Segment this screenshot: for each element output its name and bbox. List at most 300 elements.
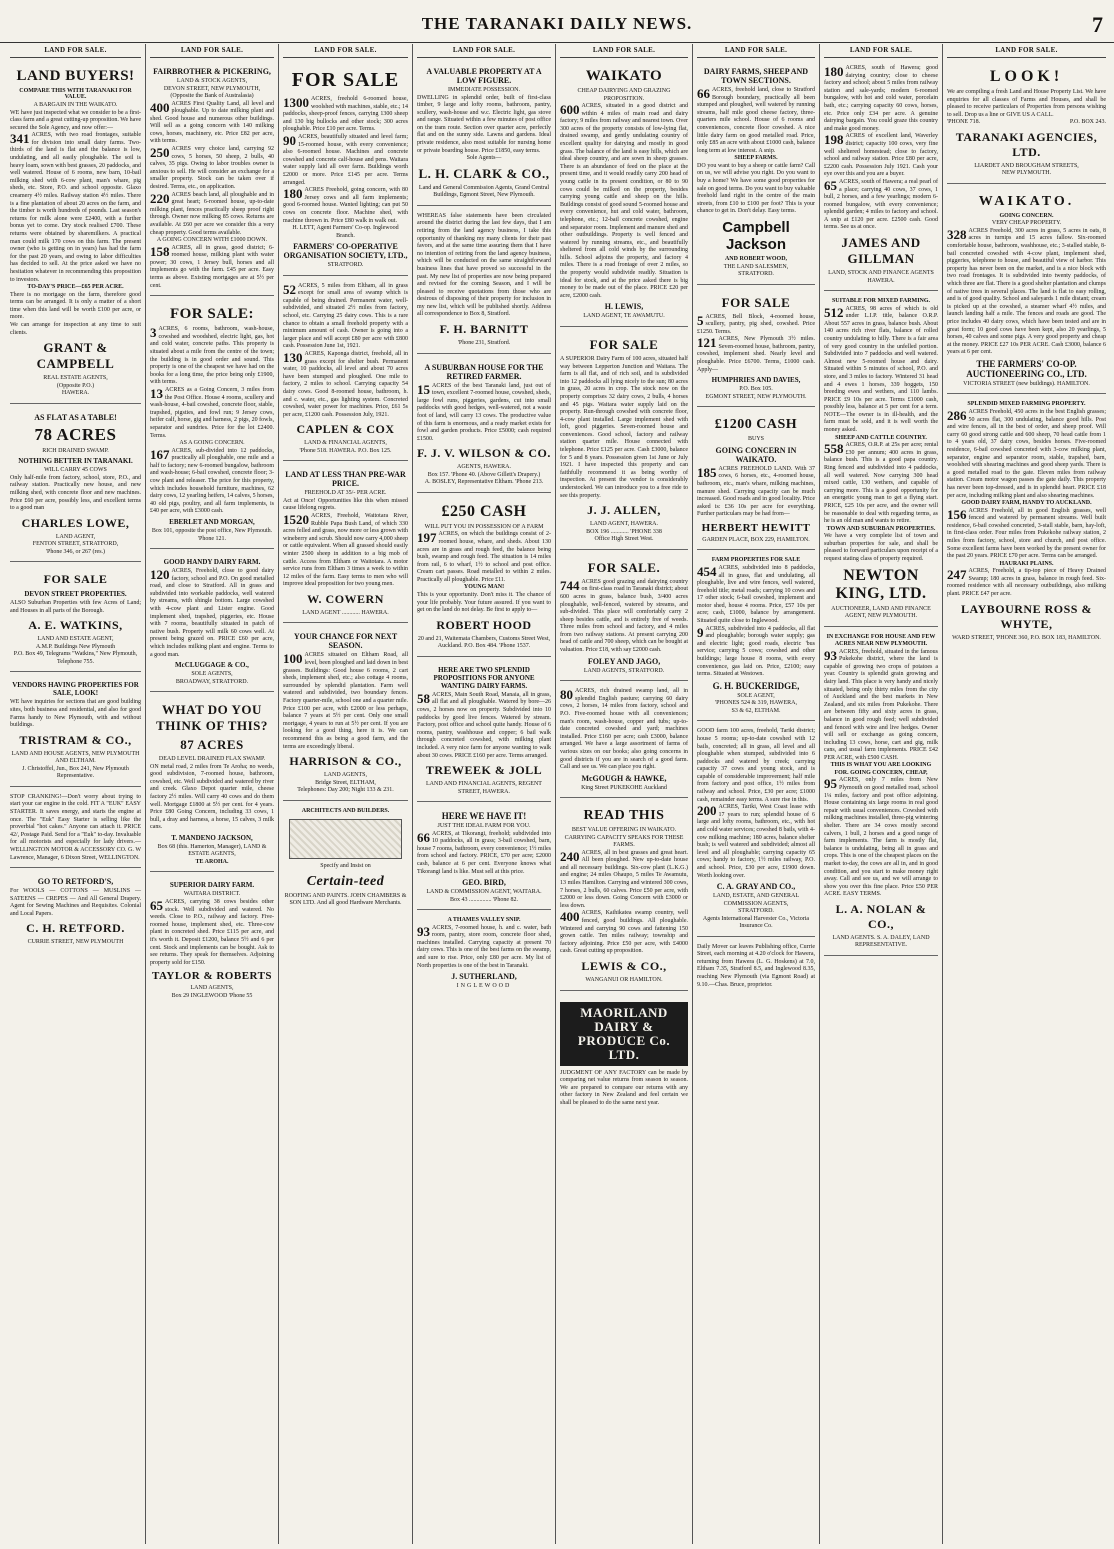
agent-detail: REAL ESTATE AGENTS, bbox=[43, 375, 108, 382]
ad-headline: READ THIS bbox=[583, 808, 665, 824]
ad-what-do-you-think bbox=[150, 696, 274, 872]
agent-detail: EGMONT STREET, NEW PLYMOUTH. bbox=[705, 393, 807, 400]
acre-number: 250 bbox=[150, 145, 170, 161]
ad-body: 1300 ACRES, freehold 6-roomed house, woolshed with machines, stable, etc.; 14 paddocks, sheep-proof fences, carrying 1300 sheep and 130 big bullocks and other stock; 300 acres ploughable. Price £10 per acre. Terms. bbox=[283, 95, 408, 133]
agent-detail: Box 157. 'Phone 40. (Above Gillett's Drapery.) bbox=[427, 471, 541, 478]
agent-detail: 'Phone 346, or 267 (res.) bbox=[45, 548, 106, 555]
ad-body: 1520 ACRES, Freehold, Waitotara River, Rubble Papa Bush Land, of which 330 acres felled and grass, now more or less grown with wineberry and scrub. Should now carry 4,000 sheep or cattle equivalent. When all grassed should easily winter 2500 sheep in addition to a big mob of cattle. Access from Eltham or Waitotara. A motor service runs from Eltham 3 times a week to within 12 miles of the farm. Easy terms to men who will improve ideal proposition for two young men. bbox=[283, 511, 408, 588]
ad-headline: A VALUABLE PROPERTY AT A LOW FIGURE. bbox=[426, 67, 542, 85]
agent-detail: BOX 196 ............ 'PHONE 338 bbox=[586, 528, 662, 535]
ad-body: Daily Mover car leaves Publishing office, Currie Street, each morning at 4.20 o'clock for Hawera, returning from Hawera (L. G. Hoskens) at 7.0, Eltham 7.35, Stratford 8.5, and Inglewood 8.35, reaching New Plymouth (via Egmont Road) at 9.10.—Chas. Bruce, proprietor. bbox=[697, 943, 815, 988]
acre-number: 200 bbox=[697, 803, 717, 819]
agent-name: GRANT & CAMPBELL bbox=[36, 340, 115, 372]
acre-number: 400 bbox=[150, 99, 170, 115]
agent-detail: LAND AGENT, HAWERA. bbox=[589, 521, 659, 528]
house-illustration-icon bbox=[289, 819, 402, 859]
acre-number: 512 bbox=[824, 304, 844, 320]
ad-body: We have a very complete list of town and suburban properties for sale, and shall be pleased to forward particulars upon receipt of a request stating class of property required. bbox=[824, 533, 938, 562]
ad-body: DO you want to buy a sheep or cattle farm? Call on us, we will advise you right. Do you want to buy a home? We have some good properties for sale on good terms. Do you want to buy valuable freehold land right in the centre of the main streets, from £10 to £100 per foot? This is your chance to get in. Don't delay. Easy terms. bbox=[697, 162, 815, 215]
ad-subhead: HAURAKI PLAINS. bbox=[999, 560, 1054, 567]
agent-detail: STRATFORD. bbox=[738, 271, 774, 277]
ad-headline: ARCHITECTS AND BUILDERS. bbox=[301, 807, 390, 814]
agent-detail: Box 43 ............... 'Phone 82. bbox=[449, 896, 519, 903]
agent-name: F. J. V. WILSON & CO. bbox=[417, 446, 551, 461]
ad-headline: £1200 CASH bbox=[714, 417, 798, 433]
agent-detail: LAND AGENTS, STRATFORD. bbox=[583, 667, 665, 674]
ad-valuable-property bbox=[417, 62, 551, 206]
ad-body: 100 ACRES situated on Eltham Road, all level, been ploughed and laid down in best grasses. Buildings: Good house 6 rooms, 2 cart sheds, implement shed, etc.; also cottage 4 rooms, surrounded by splendid plantation. Farm well watered and subdivided, two boundary fences. Factory quarter-mile, school one and a quarter mile. Price £100 per acre, with £2000 or less perhaps, balance 7 years at 5½ per cent. Only one small mortgage, 4 years to run at 5½ per cent. If you are looking for a good thing, here it is. We can recommend this as being a good farm, and the terms are exceedingly liberal. bbox=[283, 651, 408, 750]
agent-detail: H. LETT, Agent Farmers' Co-op. Inglewood Branch. bbox=[292, 225, 399, 239]
ad-headline: WHAT DO YOU THINK OF THIS? bbox=[156, 702, 268, 734]
column-7 bbox=[820, 44, 943, 1544]
ad-body: 180 ACRES Freehold, going concern, with 80 Jersey cows and all farm implements; good 6-roomed house. Wanted lighting; can put 50 cows on concrete floor. Machine shed, with machine thrown in. Price £80 walk in walk out. bbox=[283, 186, 408, 224]
column-1 bbox=[6, 44, 146, 1544]
ad-body: 65 ACRES, south of Hawera; a real pearl of a place; carrying 40 cows, 37 cows, 1 bull, 2 horses, and a few yearlings; modern 6-roomed bungalow, with every convenience; splendid garden; 4 miles to factory and school. A snip at £120 per acre. £2500 cash. Good terms. See us at once. bbox=[824, 177, 938, 231]
acre-number: 1300 bbox=[283, 95, 309, 110]
ad-headline: FOR SALE. bbox=[587, 559, 661, 575]
agent-detail: P.O. Box 105. bbox=[739, 386, 773, 393]
agent-name: W. COWERN bbox=[307, 591, 384, 606]
ad-subhead: TOWN AND SUBURBAN PROPERTIES. bbox=[826, 525, 936, 532]
agent-detail: LAND AGENT, TE AWAMUTU. bbox=[583, 313, 665, 320]
maoriland-banner: MAORILAND DAIRY & PRODUCE Co. LTD. bbox=[560, 1002, 688, 1066]
agent-detail: FENTON STREET, STRATFORD, bbox=[32, 541, 119, 548]
ad-subhead: GOING CONCERN IN WAIKATO. bbox=[715, 445, 797, 464]
ad-for-sale-lett bbox=[283, 62, 408, 276]
ad-body: 130 ACRES, Kaponga district, freehold, all in grass except for shelter bush. Permanent water, 10 paddocks, all level and about 70 acres have been stumped and ploughed. One mile to factory, 2 miles to school. Carrying capacity 54 dairy cows. Good 8-roomed house, bathroom, h. and c. water, etc., gas lighting system. Concreted cowshed, water power for machines. Price, £61 5s per acre, £1200 cash. Possession July, 1921. bbox=[283, 349, 408, 418]
agent-name: HERBERT HEWITT bbox=[701, 521, 811, 534]
ad-gray-co bbox=[697, 725, 815, 936]
acre-number: 198 bbox=[824, 132, 844, 148]
ad-stop-cranking bbox=[10, 791, 141, 868]
ad-body: GOOD farm 100 acres, freehold, Tariki district; house 5 rooms; up-to-date cowshed with 12 bails, concreted; all in grass, all level and all ploughable when stumped, subdivided into 6 paddocks and watered by creek; carrying capacity 37 cows and young stock, and is capable of considerable improvement; half mile from factory and post office, 1½ miles from railway and school. Price, £30 per acre; £1000 cash, remainder easy terms. A sure rise in this. bbox=[697, 728, 815, 803]
ad-headline: HERE ARE TWO SPLENDID PROPOSITIONS FOR ANYONE WANTING DAIRY FARMS. bbox=[433, 665, 535, 690]
ad-body: This is your opportunity. Don't miss it. The chance of your life probably. Your future assured. If you want to get on the land do not delay. Be first to apply to— bbox=[417, 591, 551, 614]
page-number: 7 bbox=[1092, 12, 1104, 37]
agent-name: CAPLEN & COX bbox=[296, 422, 395, 437]
ad-waikato-farmers-coop bbox=[947, 188, 1106, 395]
ad-james-gillman bbox=[824, 62, 938, 291]
ad-headline: VENDORS HAVING PROPERTIES FOR SALE, LOOK! bbox=[12, 681, 139, 698]
ad-newton-king bbox=[824, 295, 938, 627]
agent-name: FARMERS' CO-OPERATIVE ORGANISATION SOCIETY, LTD., bbox=[283, 242, 408, 261]
agent-detail: LAND AND FINANCIAL AGENTS, REGENT STREET, HAWERA. bbox=[426, 781, 542, 795]
ad-headline: FARM PROPERTIES FOR SALE bbox=[711, 557, 801, 564]
ad-maoriland-dairy bbox=[560, 995, 688, 1113]
ad-headline: SPLENDID MIXED FARMING PROPERTY. bbox=[967, 401, 1086, 408]
ad-headline: FOR SALE bbox=[43, 572, 108, 587]
agent-detail: LAND & FINANCIAL AGENTS, bbox=[304, 440, 387, 447]
ad-body: 286 ACRES Freehold, 450 acres in the best English grasses; 50 acres flat, 300 undulating, balance good hills. Post and wire fences, all in the best of order, and sheep proof. Will carry 60 good strong cattle and 600 sheep, 70 head cattle from 1 to 4 years old, 37 dairy cows, besides horses. Five-roomed residence, 6-bail cowshed concreted with 3-cow milking plant, separator, engine and separator room, stable, trapshed, barn, woolshed with shearing machines and good sheep yards. There is a good metalled road to the gate. Eleven miles from railway station. Cream motor wagon passes the gate daily. This property has never been top-dressed, and is in splendid heart. PRICE £18 per acre, including milking plant and also shearing machines. bbox=[947, 407, 1106, 499]
agent-detail: J. Christoffel, Jun., Box 241, New Plymouth Representative. bbox=[22, 765, 129, 780]
agent-name: A. E. WATKINS, bbox=[28, 618, 123, 633]
brand-name: Certain-teed bbox=[306, 873, 385, 889]
ad-vendors bbox=[10, 676, 141, 786]
acre-number: 247 bbox=[947, 567, 967, 583]
acre-number: 220 bbox=[150, 190, 170, 206]
agent-detail: AND ROBERT WOOD, bbox=[724, 256, 788, 262]
acre-number: 9 bbox=[697, 624, 704, 640]
ad-headline: A THAMES VALLEY SNIP. bbox=[447, 917, 521, 924]
agent-name: FAIRBROTHER & PICKERING, bbox=[153, 67, 271, 76]
ad-body: 744 ACRES good grazing and dairying country on first-class road in Taranaki district; about 600 acres in grass, balance bush, 3/400 acres ploughable, well-fenced, watered by streams, and sub-divided. This place will comfortably carry 2 sheep besides cattle, and is entirely free of weeds. Three miles from school and factory, and 4 miles from two railway stations. At present carrying 200 head of cattle and 700 sheep, which can be bought at valuation. Price £18, with say £2000 cash. bbox=[560, 577, 688, 654]
ad-headline: IN EXCHANGE FOR HOUSE AND FEW ACRES NEAR NEW PLYMOUTH. bbox=[826, 633, 936, 648]
agent-detail: INGLEWOOD bbox=[456, 983, 512, 990]
agent-name: TREWEEK & JOLL bbox=[425, 763, 543, 778]
acre-number: 341 bbox=[10, 131, 30, 147]
agent-name: LAYBOURNE ROSS & WHYTE, bbox=[961, 601, 1092, 631]
ad-body: STOP CRANKING!—Don't worry about trying to start your car engine in the cold. FIT A "EUK" EASY STARTER. It saves energy, and starts the engine at once. The "Euk" Easy Starter is selling like the proverbial "hot cakes." Anyone can attach it. PRICE 42/, Postage Paid. Send for a "Euk" to-day. Invaluable for all motorists and especially for lady drivers.—WELLINGTON MOTOR & ACCESSORY CO. G. W Lawrence, Manager, 6 Dixon Street, WELLINGTON. bbox=[10, 793, 141, 861]
agent-detail: AUCTIONEER, LAND AND FINANCE AGENT, NEW PLYMOUTH. bbox=[831, 605, 931, 620]
agent-detail: LAND AGENTS. S. A. DALEY, LAND REPRESENTATIVE. bbox=[832, 934, 930, 949]
agent-detail: AGENTS, HAWERA. bbox=[456, 464, 511, 471]
ad-subhead: SHEEP FARMS. bbox=[734, 155, 778, 162]
ad-body: We are compiling a fresh Land and House Property List. We have enquiries for all classes of Farms and Houses, and shall be pleased to receive particulars of Properties from persons wishing to sell. Drop us a line or GIVE US A CALL. bbox=[947, 89, 1106, 118]
agent-name: McCLUGGAGE & CO., bbox=[175, 661, 249, 670]
ad-body: WHEREAS false statements have been circulated around the district during the last few days, that I am retiring from the land agency business, I take this opportunity of thanking my many clients for their past favors, and at the same time assuring them that I have no intention of retiring from the land agency business, which will be conducted on the same straightforward business lines that have proved so successful in the past. My new list of properties are now being prepared and revised for the coming Season, and I will be pleased to receive quotations from those who are desirous of disposing of their property for inclusion in my new list, which will be published shortly. Address all correspondence to Box 8, Stratford. bbox=[417, 212, 551, 318]
agent-detail: Telephones: Day 200; Night 133 & 231. bbox=[297, 787, 394, 794]
acre-number: 158 bbox=[150, 243, 170, 259]
ad-body: 93 ACRES, 7-roomed house, h. and c. water, bath room, pantry, store room, concrete floor shed, machines installed. Carrying capacity at present 70 dairy cows. This is one of the best farms on the swamp, and sure to rise. Price, only £80 per acre. My list of North properties is one of the best in Taranaki. bbox=[417, 923, 551, 969]
ad-headline: AS FLAT AS A TABLE! bbox=[34, 412, 117, 422]
column-8 bbox=[943, 44, 1110, 1544]
ad-body: 167 ACRES, sub-divided into 12 paddocks, practically all ploughable, one mile and a half to factory; new 6-roomed bungalow, bathroom and wash-house; 6-bail cowshed, concrete floor; 3-cow plant and releaser. The price for this property, which includes household furniture, machines, 62 dairy cows, 12 yearling heifers, 14 calves, 5 horses, 40 old pigs, poultry, and all farm implements, is £40 per acre, with £3000 cash. bbox=[150, 446, 274, 515]
phone-number: 'PHONE 718. bbox=[947, 119, 981, 126]
agent-detail: LAND AGENTS, bbox=[190, 985, 234, 992]
agent-name: FOLEY AND JAGO, bbox=[587, 656, 661, 666]
ad-body: 454 ACRES, subdivided into 8 paddocks, all in grass, flat and undulating, all ploughable, live and wire fences, well watered, freehold title; metal roads; carrying 10 cows and 17 other stock; 6-bail cowshed, implement and motor shed, house 4 rooms. Price, £57 10s per acre; cash, £1000, balance by arrangement. Situated quite close to Inglewood. bbox=[697, 563, 815, 625]
ad-headline: WAIKATO. bbox=[978, 193, 1075, 209]
ad-here-we-have-it bbox=[417, 806, 551, 910]
ad-mcgough-hawke bbox=[560, 685, 688, 798]
ad-headline: 78 ACRES bbox=[34, 424, 117, 444]
ad-subhead: WAITARA DISTRICT. bbox=[183, 891, 241, 898]
agent-detail: LAND & STOCK AGENTS, bbox=[176, 78, 248, 84]
agent-detail: SOLE AGENT, bbox=[737, 692, 775, 699]
ad-body: 512 ACRES, 98 acres of which is old under L.I.P. title, balance O.R.P. About 557 acres in grass, balance bush. About 140 acres rich river flats, balance of rolled country undulating to hilly. There is a fair area of very good country in the unfelled portion. Subdivided into 7 paddocks and well watered. Almost new 5-roomed house and dairy. Situated within 5 minutes of school, P.O. and store, and 3 miles to factory. Wintered 31 head and 4 ewes 1 horses, 339 hoggets, 150 breeding ewes and wethers, and 110 lambs. PRICE £9 10s per acre. Terms £1000 cash, possibly less, balance at 5 per cent for a term. NOTE—The owner is in ill-health, and the farm must be sold, and it is well worth the money asked. bbox=[824, 304, 938, 434]
ad-subhead: CARRYING CAPACITY SPEAKS FOR THESE FARMS. bbox=[564, 834, 684, 849]
ad-look-taranaki-agencies bbox=[947, 62, 1106, 184]
contact-line bbox=[947, 119, 1106, 127]
ad-body: Sole Agents— bbox=[466, 155, 502, 162]
ad-thames-valley bbox=[417, 914, 551, 996]
acre-number: 600 bbox=[560, 102, 580, 117]
columns bbox=[6, 44, 1110, 1544]
acre-number: 240 bbox=[560, 848, 580, 864]
acre-number: 185 bbox=[697, 464, 717, 480]
ad-subhead: A GOING CONCERN WITH £1000 DOWN. bbox=[156, 237, 268, 244]
ad-headline: YOUR CHANCE FOR NEXT SEASON. bbox=[293, 632, 398, 651]
agent-name: GEO. BIRD, bbox=[462, 878, 506, 888]
agent-name: TAYLOR & ROBERTS bbox=[151, 970, 273, 983]
agent-detail: Box 101, opposite the post office, New Plymouth. 'Phone 121. bbox=[151, 528, 273, 542]
column-head: LAND FOR SALE. bbox=[560, 44, 688, 58]
ad-body: WE have just inspected what we consider to be a first-class farm and a great cutting-up proposition. We have secured the Sole Agency, and now offer:— bbox=[10, 109, 141, 131]
column-head: LAND FOR SALE. bbox=[10, 44, 141, 58]
acre-number: 90 bbox=[283, 132, 296, 148]
ad-daily-mover bbox=[697, 941, 815, 995]
acre-number: 180 bbox=[824, 64, 844, 79]
ad-body: 66 ACRES, at Tikorangi, freehold; subdivided into 10 paddocks, all in grass; 3-bail cowshed, barn, house 7 rooms, bathroom, every convenience; 1½ miles from school and factory. PRICE, £70 per acre; £2000 cash, balance at 6 per cent. Everyone knows what Tikorangi land is like. Must sell at this price. bbox=[417, 829, 551, 875]
ad-subhead: JUST THE IDEAL FARM FOR YOU. bbox=[437, 823, 531, 830]
ad-caplen-cox bbox=[283, 280, 408, 462]
ad-body: 90 ACRES, beautifully situated and level farm; 15-roomed house, with every convenience; also 6-roomed house. Machines and concrete cowshed and concrete calf-house and pens. Waitara water supply laid all over farm. Buildings worth £2000 or more. Price £145 per acre. Terms arranged. bbox=[283, 132, 408, 186]
ad-body: 400 ACRES First Quality Land, all level and ploughable. Up to date milking plant and shed. Good house and numerous other buildings. Will sell as a going concern with 140 milking cows, horses, machinery, etc. Price £82 per acre, with terms. bbox=[150, 99, 274, 145]
ad-headline: A SUBURBAN HOUSE FOR THE RETIRED FARMER. bbox=[424, 362, 544, 381]
ad-body: 80 ACRES, rich drained swamp land, all in splendid English pasture; carrying 60 dairy cows, 2 horses, 14 miles from factory, school and P.O. Five-roomed house with all conveniences; man's room, wash-house, copper and tubs; up-to-date concreted cowshed and yard; machines installed. Price £160 per acre; cash £3000, balance arranged. We have a large assortment of farms of various sizes on our books; also going concerns in good districts if you are in search of a good farm. Call and see us. We can place you right. bbox=[560, 687, 688, 771]
ad-body: 198 ACRES of excellent land, Waverley district; capacity 100 cows, very fine well sheltered homestead; close to factory, school and railway station. Price £80 per acre, £2200 cash. Possession July 1921. Cash your eye over this and you are a buyer. bbox=[824, 132, 938, 178]
agent-name: T. MANDENO JACKSON, bbox=[171, 833, 253, 842]
ad-body: We can arrange for inspection at any time to suit clients. bbox=[10, 322, 141, 336]
agent-name: TARANAKI AGENCIES, LTD. bbox=[955, 129, 1098, 159]
agent-detail: GARDEN PLACE, BOX 229, HAMILTON. bbox=[702, 536, 810, 543]
agent-detail: WANGANUI OR HAMILTON. bbox=[585, 977, 663, 983]
agent-name: TRISTRAM & CO., bbox=[19, 732, 132, 747]
agent-name: C. H. RETFORD. bbox=[26, 921, 125, 936]
agent-name: L. H. CLARK & CO., bbox=[418, 165, 550, 181]
ad-read-this bbox=[560, 802, 688, 990]
agent-name: McGOUGH & HAWKE, bbox=[581, 773, 667, 783]
agent-detail: SOLE AGENTS, bbox=[191, 671, 233, 678]
agent-detail: Office High Street West. bbox=[594, 536, 654, 543]
ad-certain-teed bbox=[283, 805, 408, 913]
agent-detail: STRATFORD. bbox=[327, 262, 364, 269]
ad-body: 3 ACRES, 6 rooms, bathroom, wash-house, cowshed and woodshed, electric light, gas, hot and cold water, concrete paths. This property is situated about a mile from the centre of the town; the building is in good order and sound. This property is one of the cheapest we have had on the books for a long time, the price being only £1900, with terms. bbox=[150, 325, 274, 386]
agent-detail: A. BOSLEY, Representative Eltham. 'Phone 213. bbox=[424, 479, 544, 486]
agent-name: J. J. ALLEN, bbox=[587, 503, 661, 518]
ad-250-cash bbox=[417, 497, 551, 657]
ad-headline: GOOD HANDY DAIRY FARM. bbox=[163, 558, 261, 566]
column-6 bbox=[693, 44, 820, 1544]
ad-body: 156 ACRES Freehold, all in good English grasses, well fenced and watered by permanent streams. Well built residence, 6-bail cowshed concreted, 3-stall stable, barn, hay-loft, in first-class order. Four miles from Pukekohe railway station, 2 miles from factory, school, store and church, and post office. Some excellent farms have been worked by the present owner for the past 20 years. PRICE £70 per acre. Terms can be arranged. bbox=[947, 506, 1106, 560]
ad-good-handy-dairy bbox=[150, 553, 274, 692]
ad-headline: FOR SALE: bbox=[169, 306, 255, 323]
acre-number: 93 bbox=[824, 647, 837, 663]
ad-body: A SUPERIOR Dairy Farm of 100 acres, situated half way between Lepperton Junction and Waitara. The farm is all flat, and of rich soil, and is subdivided into 12 paddocks all lying nicely to the sun; 80 acres in grass, 20 acres in crop. The stock now on the property comprises 32 dairy cows, 2 bulls, 4 horses and 45 pigs. Waitara water supply laid on the property. Run-through cowshed with concrete floor, 4-cow plant installed. Large implement shed with loft, good piggeries. Seven-roomed house and conveniences. Good school, factory and railway station quarter mile. House connected with telephone. Price £125 per acre. Cash £3000, balance for 5 and 8 years. Possession given 1st June or July 1921. I have inspected this property and can faithfully recommend it as being worthy of inspection. At present the vendor is considerably understocked. We can introduce you to a free ride to see this property. bbox=[560, 355, 688, 499]
agent-name: J. SUTHERLAND, bbox=[451, 972, 517, 982]
acre-number: 156 bbox=[947, 506, 967, 522]
agent-detail: Box 68 (this. Hamerton, Manager), LAND & ESTATE AGENTS, bbox=[157, 843, 267, 858]
ad-body: Specify and Insist on bbox=[320, 863, 371, 870]
agent-detail: 'Phone 231, Stratford. bbox=[457, 340, 511, 347]
ad-subhead: RICH DRAINED SWAMP. bbox=[42, 447, 109, 454]
acre-number: 744 bbox=[560, 577, 580, 593]
agent-detail: LAND AND HOUSE AGENTS, NEW PLYMOUTH AND ELTHAM. bbox=[11, 750, 140, 765]
agent-name: CHARLES LOWE, bbox=[21, 515, 130, 530]
column-head: LAND FOR SALE. bbox=[824, 44, 938, 58]
agent-detail: LAND, STOCK AND FINANCE AGENTS HAWERA. bbox=[828, 270, 934, 284]
acre-number: 13 bbox=[150, 386, 163, 401]
agent-detail: WARD STREET, 'PHONE 360, P.O. BOX 183, HAMILTON. bbox=[952, 634, 1101, 641]
ad-subhead: AS A GOING CONCERN. bbox=[179, 440, 245, 447]
acre-number: 95 bbox=[824, 776, 837, 792]
agent-name: LEWIS & CO., bbox=[581, 959, 667, 973]
agent-detail: NEW PLYMOUTH. bbox=[1001, 170, 1052, 177]
ad-body: 65 ACRES, carrying 38 cows besides other stock. Well subdivided and watered. No weeds. Close to P.O., railway and factory. Five-roomed house, implement shed, etc. Three-cow plant in concreted shed. Price £115 per acre, and it's worth it. Deposit £1200, balance 5½ and 6 per cent. Stock and implements can be bought. Ask to see returns. They speak for themselves. Adjoining property sold for £150. bbox=[150, 897, 274, 966]
column-head: LAND FOR SALE. bbox=[283, 44, 408, 58]
ad-laybourne-ross bbox=[947, 398, 1106, 647]
agent-name: Campbell Jackson bbox=[722, 219, 790, 253]
agent-name: HARRISON & CO., bbox=[289, 754, 402, 769]
ad-for-sale-eberlet bbox=[150, 300, 274, 549]
ad-two-propositions bbox=[417, 661, 551, 802]
acre-number: 3 bbox=[150, 325, 157, 341]
ad-pre-war-price bbox=[283, 465, 408, 623]
ad-flat-as-table bbox=[10, 408, 141, 562]
ad-body: 240 ACRES, all in best grasses and great heart. All been ploughed. New up-to-date house and all necessary buildings. Six-cow plant (L.K.G.) and engine; 24 miles Ohaupo, 5 miles Te Awamutu, 13 miles Hamilton. Carrying and wintered 300 cows, 7 horses, 2 bulls, 60 calves. Price £50 per acre, with £2000 or less down. Going Concern with £3000 or less down. bbox=[560, 848, 688, 909]
masthead bbox=[0, 14, 1114, 42]
ad-body: JUDGMENT OF ANY FACTORY can be made by comparing net value returns from season to season. We are prepared to compare our returns with any other factory in New Zealand and feel certain we shall be pleased to do the same next year. bbox=[560, 1069, 688, 1106]
ad-subhead: IMMEDIATE POSSESSION. bbox=[447, 87, 520, 93]
acre-number: 328 bbox=[947, 226, 967, 242]
column-4 bbox=[413, 44, 556, 1544]
ad-body: 5 ACRES, Bell Block, 4-roomed house, scullery, pantry, pig shed, cowshed. Price £1250. Terms. bbox=[697, 312, 815, 335]
ad-devon-street bbox=[10, 566, 141, 672]
agent-detail: 20 and 21, Waitemata Chambers, Customs Street West, Auckland. P.O. Box 484. 'Phone 1537. bbox=[417, 635, 551, 650]
agent-name: G. H. BUCKERIDGE, bbox=[712, 680, 800, 691]
acre-number: 400 bbox=[560, 909, 580, 925]
acre-number: 80 bbox=[560, 687, 573, 703]
ad-body: 400 ACRES, Kaihikatea swamp country, well fenced, good buildings. All ploughable. Wintered and carrying 90 cows and fattening 150 grown cattle. Ten miles railway; township and factory adjoining. Price £50 per acre, with £4000 cash. Great cutting up proposition. bbox=[560, 909, 688, 955]
ad-subhead: GOING CONCERN. bbox=[999, 212, 1054, 219]
ad-body: 66 ACRES, freehold land, close to Stratford Borough boundary, practically all been stumped and ploughed, well watered by running streams, half mile good cheese factory, three-quarters mile school. House of 6 rooms and conveniences, concrete floor cowshed. A nice little dairy farm on good metalled road. Price, only £85 an acre with about £1000 cash, balance long term at low interest. A snip. bbox=[697, 86, 815, 154]
agent-name: ROBERT HOOD bbox=[436, 617, 532, 632]
ad-body: 558 ACRES, O.R.P. at 25s per acre; rental £30 per annum; 400 acres in grass, balance bush. This is a good papa country. Ring fenced and subdivided into 4 paddocks, all well watered. Now carrying 300 head mixed cattle, 130 wethers, and capable of carrying more. This is a good opportunity for an energetic young man to get a flying start. PRICE, £25 10s per acre, and the owner will be reasonable to deal with regarding terms, as he is an old man and wants to retire. bbox=[824, 441, 938, 525]
ad-body: 15 ACRES of the best Taranaki land, just out of town, excellent 7-roomed house, cowshed, sheds, large fowl runs, piggeries, gardens, cut into small paddocks with good hedges, well-watered, not a waste foot of land, will carry 13 cows. The productive value of this farm is enormous, and a ready market exists for fowl and garden products. Price £5000; cash required £1500. bbox=[417, 381, 551, 442]
acre-number: 65 bbox=[824, 177, 837, 193]
acre-number: 120 bbox=[150, 567, 170, 582]
acre-number: 130 bbox=[283, 349, 303, 365]
column-head: LAND FOR SALE. bbox=[697, 44, 815, 58]
ad-subhead: CHEAP DAIRYING AND GRAZING PROPOSITION. bbox=[577, 88, 671, 102]
ad-subhead: NOTHING BETTER IN TARANAKI. bbox=[18, 457, 133, 466]
ad-subhead: GOOD DAIRY FARM, HANDY TO AUCKLAND. bbox=[961, 500, 1092, 507]
ad-subhead: BEST VALUE OFFERING IN WAIKATO. bbox=[571, 827, 677, 834]
ad-body: 197 ACRES, on which the buildings consist of 2-roomed house, whare, and sheds. About 130 acres are in grass and rough feed, the balance being bush, swamp and rough feed. The situation is 14 miles from rail, 6 to wharf, 1½ to school and post office. Cream cart passes. Road metalled to within 2 miles. Practically all ploughable. Price £11. bbox=[417, 530, 551, 583]
ad-headline: GO TO RETFORD'S, bbox=[37, 877, 114, 887]
acre-number: 167 bbox=[150, 446, 170, 462]
column-head: LAND FOR SALE. bbox=[417, 44, 551, 58]
ad-body: For WOOLS — COTTONS — MUSLINS — SATEENS — CREPES — And All General Drapery. Agent for Sewing Machines and Requisites. Colonial and Local Papers. bbox=[10, 888, 141, 917]
ad-body: DWELLING in splendid order, built of first-class timber, 9 large and lofty rooms, bathroom, pantry, scullery, wash-house and w.c. Electric light, gas stove and range. Situated within a few minutes of post office on the tram route. Section over quarter acre, perfectly flat and on the sunny side. Lawns and gardens. Ideal private residence, also most suitable for nursing home or private boarding house. Price £1850, easy terms. bbox=[417, 94, 551, 154]
ad-for-sale-foley bbox=[560, 554, 688, 681]
ad-headline: £250 CASH bbox=[441, 502, 527, 520]
agent-detail: HAWERA. bbox=[61, 390, 90, 397]
ad-body: ON metal road, 2 miles from Te Aroha; no weeds, good subdivision, 7-roomed house, bathroom, cowshed, etc. Well subdivided and watered by river and creek. Glaxo Depot quarter mile, cheese factory 2½ miles. Will carry 40 cows and do them well. Mortgage £1800 at 5½ per cent. for 4 years. Price £80 Going Concern, including 33 cows, 1 bull, a dray and harness, a horse, 15 calves, 3 milk cans. bbox=[150, 763, 274, 831]
acre-number: 5 bbox=[697, 312, 704, 328]
agent-detail: Agents International Harvester Co., Victoria Insurance Co. bbox=[702, 915, 810, 930]
agent-detail: Bridge Street, ELTHAM, bbox=[315, 779, 376, 786]
acre-number: 180 bbox=[283, 186, 303, 202]
ad-superior-dairy bbox=[150, 876, 274, 1005]
ad-headline: 87 ACRES bbox=[180, 737, 244, 753]
ad-subhead: A BARGAIN IN THE WAIKATO. bbox=[33, 102, 118, 108]
agent-detail: King Street PUKEKOHE Auckland bbox=[581, 784, 667, 791]
agent-name: L. A. NOLAN & CO., bbox=[835, 901, 927, 931]
acre-number: 100 bbox=[283, 651, 303, 667]
ad-body: Only half-mile from factory, school, store, P.O., and railway station. Practically new house, and new milking shed, with concrete floor and new machines. Price £60 per acre, possibly less, and excellent terms to a good man bbox=[10, 474, 141, 512]
agent-detail: 'PHONES 524 & 319, HAWERA, bbox=[715, 700, 797, 707]
ad-body: 185 ACRES FREEHOLD LAND. With 37 cows, 6 horses, etc., 4-roomed house, bathroom, etc., man's whare, milking machines, manure shed. Carrying capacity can be much increased. Good roads and in good locality. Price asked is: £36 10s per acre for everything. Further particulars may be had from— bbox=[697, 464, 815, 518]
ad-body: Act at Once! Opportunities like this when missed cause lifelong regrets. bbox=[283, 497, 408, 512]
ad-fairbrother bbox=[150, 62, 274, 296]
agent-detail: CURRIE STREET, NEW PLYMOUTH bbox=[27, 939, 124, 946]
agent-detail: S3 & 62, ELTHAM. bbox=[731, 707, 781, 714]
ad-subhead: DEVON STREET PROPERTIES. bbox=[24, 590, 127, 599]
agent-detail: LAND AGENT, bbox=[55, 533, 96, 540]
ad-headline: FOR SALE bbox=[589, 336, 659, 352]
column-5 bbox=[556, 44, 693, 1544]
ad-headline: SUITABLE FOR MIXED FARMING. bbox=[831, 298, 931, 305]
ad-body: WE have inquiries for sections that are good building sites, both business and residential, and also for good Farms handy to New Plymouth, with and without buildings. bbox=[10, 699, 141, 729]
ad-subhead: THIS IS WHAT YOU ARE LOOKING FOR. GOING CONCERN, CHEAP, bbox=[830, 762, 932, 776]
acre-number: 197 bbox=[417, 530, 437, 546]
ad-suburban-house bbox=[417, 358, 551, 493]
ad-body: 341 ACRES, with two road frontages, suitable for division into small dairy farms. Two-thirds of the land is flat and the balance is low, undulating, and all easily ploughable. The soil is heavy loam, sown with best grasses, 20 paddocks, and well watered. House of 6 rooms, new barn, 10-bail milking shed with 6-cow plant, man's whare, pig sheds, etc. Store, P.O. and school opposite. Glaxo creamery 4½ miles. Railway station 4½ miles. There is a fine plantation of about 20 acres on the farm, and the timber is worth hundreds of pounds. Last season's returns for milk alone were £2400, with a further bonus yet to come. Dry stock realised £700. These returns were obtained by sharemilkers. A practical man could milk 170 cows on this farm. The present owner (who is getting on in years) has had the farm for the past 20 years, and owing to labor difficulties has decided to sell. At the price asked we have no hesitation whatever in recommending this proposition to investors. bbox=[10, 131, 141, 283]
ad-body: 120 ACRES, Freehold, close to good dairy factory, school and P.O. On good metalled road, and close to Stratford. All in grass and subdivided into workable paddocks, well watered by streams, with shingle bottom. Large cowshed with 4-cow plant and Lister engine. Good implement shed, trapshed, piggeries, etc. House with 7 rooms, beautifully situated in patch of native bush. Property will milk 60 cows well. At present being grazed on. PRICE £60 per acre, which includes milking plant and engine. Terms to a good man. bbox=[150, 567, 274, 658]
ad-body: 95 ACRES, only 7 miles from New Plymouth on good metalled road, school 1¼ miles, factory and post office adjoining. House containing six large rooms in real good repair with usual conveniences. Cowshed with milking machines installed, three-pig wintering shelter. There are 34 cows mostly second calvers, 1 bull, 2 horses and a good range of farm implements. The farm is mostly flat, balance is undulating, being all in grass and crops. This is one of the cheapest places on the market to-day, the cows are all in, and in good condition, and you start to make money right away. Call and see us, and we will arrange to show you over this fine place. Price £50 PER ACRE. EASY TERMS. bbox=[824, 776, 938, 898]
ad-subhead: DEAD LEVEL DRAINED FLAX SWAMP. bbox=[158, 756, 266, 763]
acre-number: 15 bbox=[417, 381, 430, 397]
agent-name: EBERLET AND MORGAN, bbox=[169, 518, 255, 526]
ad-body: ROOFING AND PAINTS. JOHN CHAMBERS & SON LTD. And all good Hardware Merchants. bbox=[284, 892, 407, 907]
ad-barnitt bbox=[417, 210, 551, 354]
agent-detail: LAND, ESTATE, AND GENERAL COMMISSION AGENTS, bbox=[712, 893, 799, 907]
agent-name: HUMPHRIES AND DAVIES, bbox=[711, 376, 801, 385]
ad-body: 93 ACRES, freehold, situated in the famous Pukekohe district, where the land is capable of growing two crops of potatoes a year. Country is splendid grain growing and dairy land. This place is very handy and nicely situated, being only thirty miles from the city of Auckland and the best markets in New Zealand, and six miles from Pukekohe. There are between fifty and sixty acres in grass, balance in good rough feed; well subdivided and fenced with wire and live hedges. Owner will sell or exchange as going concern, including 13 cows, horse, cart and gig, milk cans, and usual farm implements. PRICE £42 PER ACRE, with £500 CASH. bbox=[824, 647, 938, 761]
ad-body: 250 ACRES very choice land, carrying 92 cows, 5 horses, 50 sheep, 2 bulls, 40 calves, 35 pigs. Owing to labor troubles owner is anxious to sell. He will consider an exchange for a smaller property. Stock can be taken over if desired. Terms, etc., on application. bbox=[150, 145, 274, 191]
acre-number: 66 bbox=[417, 829, 430, 845]
agent-detail: THE LAND SALESMEN, bbox=[723, 263, 789, 270]
ad-body: 600 ACRES, situated in a good district and within 4 miles of main road and dairy factory; 9 miles from railway and nearest town. Over 300 acres of the property consists of low-lying flat, drained swamp, and gently undulating country of excellent quality for dairying and mostly in good grass. The balance of the land is easy hills, which are ideal sheep country, and are sown in sheep grasses. There is an abundance of feed on the place at the present time, and it would readily carry 200 head of young cattle in its present condition, or 80 to 90 cows could be milked on the property, besides carrying young cattle and sheep on the hills. Buildings consist of good sound 5-roomed house and every convenience, hut and cold water, bathroom, telephone, etc.; 12-bail concrete cowshed, engine and separator room. Implement and manure shed and other outbuildings. Property is well fenced and watered by running streams, etc., and beautifully sheltered from all cold winds by the surrounding hills. School adjoins the property, and factory 4 miles. There is a road frontage of over 2 miles, so the property would subdivide readily. Situation is ideal for stock, and at the price asked there is big money to be made out of the place. PRICE £20 per acre, £2000 cash. bbox=[560, 102, 688, 299]
ad-subhead: FREEHOLD AT 35/- PER ACRE. bbox=[304, 490, 387, 497]
agent-detail: P.O. Box 49, Telegrams "Watkins," New Plymouth, Telephone 755. bbox=[13, 651, 138, 665]
column-3 bbox=[279, 44, 413, 1544]
agent-detail: STRATFORD. bbox=[738, 908, 774, 915]
ad-headline: LOOK! bbox=[989, 68, 1064, 85]
agent-detail: LAND & COMMISSION AGENT, WAITARA. bbox=[426, 889, 542, 896]
ad-body: 158 ACRES, all in grass, good district; 6-roomed house, milking plant with water power; 30 cows, 1 Jersey bull, horses and all implements go with the farm. £45 per acre. Easy terms as above. Existing mortgages are at 5½ per cent. bbox=[150, 243, 274, 289]
acre-number: 58 bbox=[417, 690, 430, 706]
agent-detail: (Opposite the Bank of Australasia) bbox=[170, 93, 254, 99]
ad-body: 247 ACRES, Freehold, a tip-top piece of Heavy Drained Swamp; 180 acres in grass, balance in rough feed. Six-roomed residence with all necessary outbuildings, also milking plant. PRICE £47 per acre. bbox=[947, 567, 1106, 598]
agent-detail: A.M.P. Buildings New Plymouth bbox=[35, 643, 116, 650]
ad-subhead: SHEEP AND CATTLE COUNTRY. bbox=[835, 434, 927, 441]
ad-body: 52 ACRES, 5 miles from Eltham, all in grass except for small area of swamp which is capable of being drained. Permanent water, well-subdivided, and situated 2½ miles from factory, school, etc. Carrying 25 dairy cows. This is a rare chance to obtain a small freehold property with a minimum amount of cash. Owner is going into a larger place and will accept £80 per acre with £800 cash. Possession June 1st, 1921. bbox=[283, 281, 408, 350]
acre-number: 52 bbox=[283, 281, 296, 297]
agent-detail: TE AROHA. bbox=[195, 858, 229, 865]
agent-detail: LAND AGENTS, bbox=[324, 772, 367, 779]
agent-detail: VICTORIA STREET (new buildings). HAMILTON. bbox=[963, 380, 1090, 387]
agent-detail: 'Phone 518. HAWERA. P.O. Box 125. bbox=[299, 447, 392, 454]
ad-body: 328 ACRES Freehold, 300 acres in grass, 5 acres in oats, 8 acres in turnips and 15 acres fallow. Six-roomed comfortable house, bathroom, washhouse, etc.; 3-stalled stable, 8-bail concreted cowshed with 4-cow plant, implement shed, piggeries, telephone to house, and beautiful view of harbor. This property has never been on the market, and is a nice block with two road frontages. It is subdivided into twenty paddocks, of which three are flat. There is a good shelter plantation and clumps of native trees in several places. The land is flat to easy rolling, and is of good quality. School and saleyards 1 mile distant; cream is picked up at the cowshed, a steamer wharf 4½ miles, and launch landing half a mile. The fences and roads are good. The price includes 40 dairy cows, which have been tested and are in great form; 10 good cows have been kept, also 20 yearlings, 5 horses, 40 calves and some pigs. A very good property and cheap at the money. PRICE £27 10s PER ACRE. Cash £3000, balance 6 years at 6 per cent. bbox=[947, 226, 1106, 356]
acre-number: 558 bbox=[824, 441, 844, 457]
ad-body: 200 ACRES, Tariki, West Coast lease with 17 years to run; splendid house of 6 large and lofty rooms, bathroom, etc., with hot and cold water services; cowshed 8 bails, with 4-cow milking machine; 180 acres, balance shelter bush; is well watered and subdivided; almost all level and all ploughable; carrying capacity 65 cows; handy to factory, 1½ miles railway, P.O. and school. Price, £30 per acre, £1900 down. Worth looking over. bbox=[697, 803, 815, 879]
ad-body: 9 ACRES, subdivided into 4 paddocks, all flat and ploughable; borough water supply; gas and electric light; good roads, electric 'bus service; carrying 5 cows; cowshed and other buildings; large house 8 rooms, with every convenience, gas laid on. Price, £2100; easy terms. Situated at Westown. bbox=[697, 624, 815, 678]
ad-dairy-farms-sheep bbox=[697, 62, 815, 285]
ad-subhead: COMPARE THIS WITH TARANAKI FOR VALUE. bbox=[19, 88, 132, 100]
ad-body: 220 ACRES beach land, all ploughable and in great heart; 6-roomed house, up-to-date milking plant, fences practically sheep proof right through. Owner now milking 85 cows. Returns are available. At £60 per acre we consider this a very cheap property. Good terms available. bbox=[150, 190, 274, 236]
agent-name: H. LEWIS, bbox=[604, 302, 644, 312]
ad-body: 58 ACRES, Main South Road, Manaia, all in grass, all flat and all ploughable. Watered by bore—26 cows, 2 horses now on property. Subdivided into 10 paddocks by good live fences. Watered by stream. Factory, post office and school quite handy. House of 6 rooms, pantry, washhouse and copper; 6 bail walk through concreted cowshed, with milking plant included. A very nice farm for anyone wanting to walk about 30 cows. PRICE £160 per acre. Terms arranged. bbox=[417, 690, 551, 759]
agent-detail: BROADWAY, STRATFORD. bbox=[175, 678, 249, 685]
ad-body: ALSO Suburban Properties with few Acres of Land; and Houses in all parts of the Borough. bbox=[10, 600, 141, 614]
ad-body: 13 ACRES as a Going Concern, 3 miles from the Post Office. House 4 rooms, scullery and wash-house, 4-bail cowshed, concrete floor, stable, trapshed, pigsties, and fowl run; 9 Jersey cows, heifer calf, horse, gig and harness, 2 pigs, 20 fowls, separator and sundries. Price for the lot £2400. Terms. bbox=[150, 386, 274, 439]
acre-number: 1520 bbox=[283, 511, 309, 527]
agent-detail: Box 29 INGLEWOOD 'Phone 55 bbox=[171, 992, 253, 999]
ad-headline: HERE WE HAVE IT! bbox=[441, 811, 527, 822]
ad-retford bbox=[10, 872, 141, 952]
